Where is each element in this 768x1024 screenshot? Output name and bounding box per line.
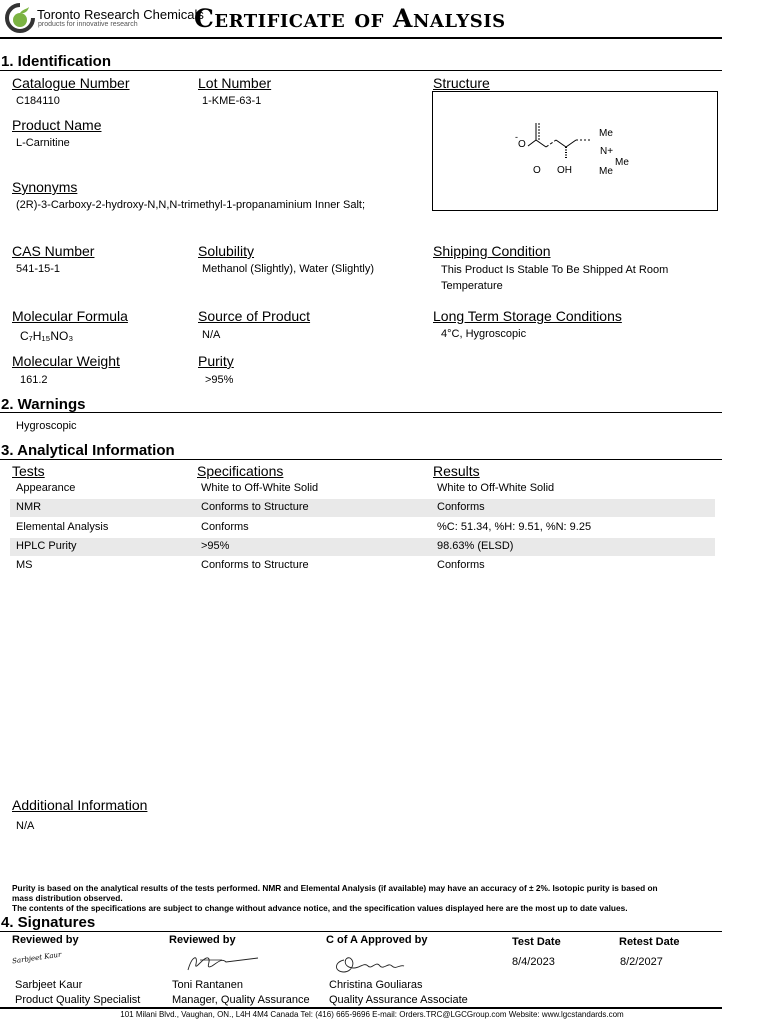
section-identification-heading: 1. Identification — [1, 53, 112, 70]
structure-me-right: Me — [615, 157, 629, 168]
test-cell: NMR — [16, 501, 42, 513]
molecular-weight-value: 161.2 — [20, 374, 48, 386]
source-of-product-value: N/A — [202, 329, 221, 341]
results-column-header: Results — [433, 463, 480, 479]
test-date-value: 8/4/2023 — [512, 956, 555, 968]
result-cell: Conforms — [437, 559, 485, 571]
spec-cell: Conforms to Structure — [201, 559, 309, 571]
footer-rule — [0, 1007, 722, 1009]
tests-column-header: Tests — [12, 463, 45, 479]
solubility-label: Solubility — [198, 243, 255, 259]
lot-number-label: Lot Number — [198, 75, 272, 91]
specifications-column-header: Specifications — [197, 463, 284, 479]
synonyms-value: (2R)-3-Carboxy-2-hydroxy-N,N,N-trimethyl-1-propanaminium Inner Salt; — [16, 199, 366, 211]
cas-number-value: 541-15-1 — [16, 263, 61, 275]
purity-value: >95% — [205, 374, 234, 386]
table-row — [10, 538, 715, 556]
storage-conditions-value: 4°C, Hygroscopic — [441, 328, 527, 340]
approver-title: Quality Assurance Associate — [329, 994, 468, 1006]
reviewer1-name: Sarbjeet Kaur — [15, 979, 83, 991]
additional-information-label: Additional Information — [12, 797, 148, 813]
signature-sarbjeet-kaur: Sarbjeet Kaur — [11, 950, 62, 966]
spec-cell: White to Off-White Solid — [201, 482, 319, 494]
molecular-formula-label: Molecular Formula — [12, 308, 128, 324]
product-name-label: Product Name — [12, 117, 102, 133]
catalogue-number-label: Catalogue Number — [12, 75, 130, 91]
result-cell: White to Off-White Solid — [437, 482, 555, 494]
divider — [0, 70, 722, 71]
synonyms-label: Synonyms — [12, 179, 78, 195]
catalogue-number-value: C184110 — [16, 95, 60, 107]
table-row — [10, 557, 715, 575]
reviewer1-title: Product Quality Specialist — [15, 994, 141, 1006]
structure-oh: OH — [557, 165, 572, 176]
disclaimer-line: The contents of the specifications are subject to change without advance notice, and the specification values displayed here are the most up to date values. — [12, 903, 628, 913]
table-row — [10, 499, 715, 517]
retest-date-label: Retest Date — [619, 936, 680, 948]
reviewer2-name: Toni Rantanen — [172, 979, 243, 991]
table-row — [10, 519, 715, 537]
section-warnings-heading: 2. Warnings — [1, 396, 86, 413]
molecular-formula-value: C₇H₁₅NO₃ — [20, 329, 74, 343]
test-cell: Appearance — [16, 482, 76, 494]
table-row — [10, 480, 715, 498]
source-of-product-label: Source of Product — [198, 308, 311, 324]
reviewed-by-label: Reviewed by — [12, 934, 79, 946]
structure-o-minus: O — [518, 139, 526, 150]
warnings-text: Hygroscopic — [16, 420, 77, 432]
test-cell: MS — [16, 559, 33, 571]
shipping-condition-line2: Temperature — [441, 280, 503, 292]
company-name: Toronto Research Chemicals — [37, 7, 204, 22]
document-title: Certificate of Analysis — [194, 4, 506, 33]
solubility-value: Methanol (Slightly), Water (Slightly) — [202, 263, 374, 275]
header-rule — [0, 37, 722, 39]
spec-cell: Conforms — [201, 521, 249, 533]
footer-contact: 101 Milani Blvd., Vaughan, ON., L4H 4M4 Canada Tel: (416) 665-9696 E-mail: Orders.TRC@LGCGroup.com Website: www.lgcstandards.com — [120, 1010, 624, 1019]
structure-box — [432, 91, 718, 211]
structure-me-bottom: Me — [599, 166, 613, 177]
approved-by-label: C of A Approved by — [326, 934, 428, 946]
product-name-value: L-Carnitine — [16, 137, 70, 149]
chemical-structure-diagram — [433, 92, 717, 210]
signature-toni-rantanen — [182, 950, 262, 976]
divider — [0, 412, 722, 413]
structure-n-plus: N+ — [600, 146, 614, 157]
disclaimer-line: Purity is based on the analytical results of the tests performed. NMR and Elemental Analysis (if available) may have an accuracy of ± 2%. Isotopic purity is based on — [12, 883, 658, 893]
test-date-label: Test Date — [512, 936, 561, 948]
test-cell: Elemental Analysis — [16, 521, 109, 533]
divider — [0, 931, 722, 932]
section-analytical-heading: 3. Analytical Information — [1, 442, 175, 459]
shipping-condition-line1: This Product Is Stable To Be Shipped At Room — [441, 264, 669, 276]
molecular-weight-label: Molecular Weight — [12, 353, 120, 369]
cas-number-label: CAS Number — [12, 243, 95, 259]
reviewed-by-label: Reviewed by — [169, 934, 236, 946]
shipping-condition-label: Shipping Condition — [433, 243, 551, 259]
storage-conditions-label: Long Term Storage Conditions — [433, 308, 622, 324]
purity-label: Purity — [198, 353, 234, 369]
company-tagline: products for innovative research — [38, 21, 138, 28]
structure-me-top: Me — [599, 128, 613, 139]
divider — [0, 459, 722, 460]
structure-o-keto: O — [533, 165, 541, 176]
structure-minus: - — [515, 132, 518, 142]
lot-number-value: 1-KME-63-1 — [202, 95, 262, 107]
disclaimer — [12, 883, 712, 913]
additional-information-value: N/A — [16, 820, 35, 832]
result-cell: %C: 51.34, %H: 9.51, %N: 9.25 — [437, 521, 592, 533]
approver-name: Christina Gouliaras — [329, 979, 423, 991]
result-cell: 98.63% (ELSD) — [437, 540, 514, 552]
structure-label: Structure — [433, 75, 490, 91]
disclaimer-line: mass distribution observed. — [12, 893, 123, 903]
spec-cell: >95% — [201, 540, 230, 552]
retest-date-value: 8/2/2027 — [620, 956, 663, 968]
spec-cell: Conforms to Structure — [201, 501, 309, 513]
signature-christina-gouliaras — [330, 950, 410, 976]
trc-logo-icon — [4, 2, 36, 36]
reviewer2-title: Manager, Quality Assurance — [172, 994, 310, 1006]
section-signatures-heading: 4. Signatures — [1, 914, 96, 931]
result-cell: Conforms — [437, 501, 485, 513]
test-cell: HPLC Purity — [16, 540, 77, 552]
